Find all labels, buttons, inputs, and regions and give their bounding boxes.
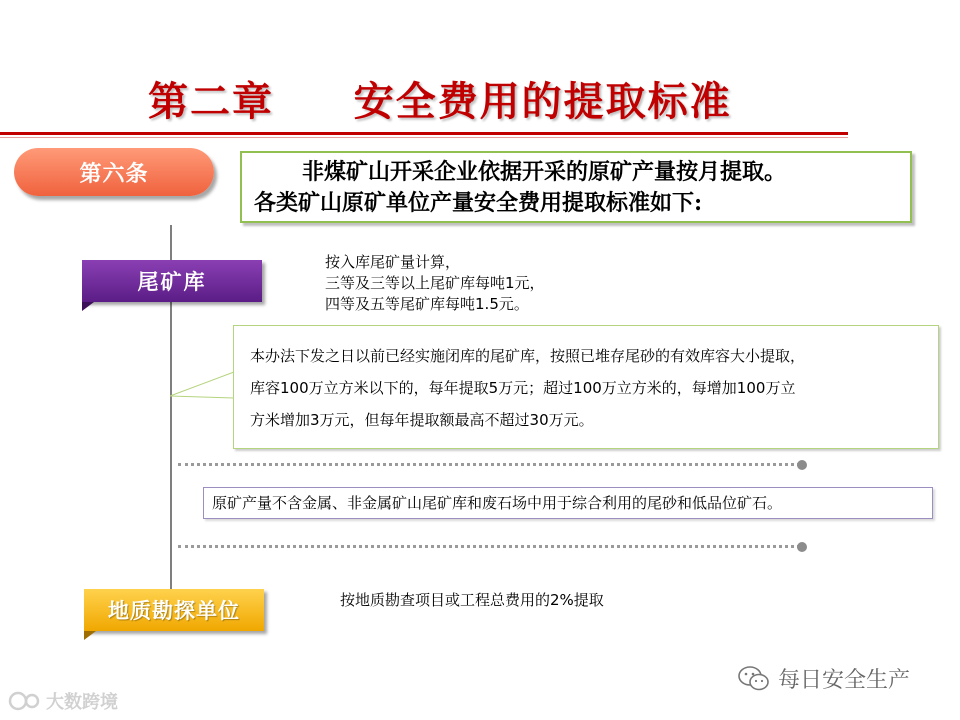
dotted-separator-top <box>178 463 800 466</box>
watermark-right-text: 每日安全生产 <box>778 668 911 693</box>
tailings-note-callout <box>233 325 939 449</box>
intro-line-2: 各类矿山原矿单位产量安全费用提取标准如下: <box>254 190 703 216</box>
watermark-right <box>738 663 910 694</box>
callout-pointer <box>168 370 236 400</box>
tailings-label <box>82 260 262 302</box>
dotted-separator-bottom <box>178 545 800 548</box>
tailings-desc-line: 三等及三等以上尾矿库每吨1元， <box>325 274 545 292</box>
geology-description: 按地质勘查项目或工程总费用的2%提取 <box>340 591 604 609</box>
title-divider-thin <box>0 137 848 138</box>
dotted-separator-top-end <box>797 460 807 470</box>
camera-logo-icon <box>8 690 42 712</box>
article-label <box>14 148 214 196</box>
dotted-separator-bottom-end <box>797 542 807 552</box>
page-title: 第二章 安全费用的提取标准 <box>148 78 732 125</box>
watermark-left <box>8 688 118 714</box>
tailings-description <box>325 252 545 315</box>
wechat-logo-icon <box>738 665 770 693</box>
watermark-left-text: 大数跨境 <box>46 692 118 713</box>
tailings-note-line: 库容100万立方米以下的，每年提取5万元；超过100万立方米的，每增加100万立 <box>250 379 796 397</box>
geology-label <box>84 589 264 631</box>
exclusion-note: 原矿产量不含金属、非金属矿山尾矿库和废石场中用于综合利用的尾砂和低品位矿石。 <box>203 487 933 519</box>
geology-label-text: 地质勘探单位 <box>108 598 240 623</box>
tailings-desc-line: 按入库尾矿量计算， <box>325 253 461 271</box>
article-label-text: 第六条 <box>79 160 149 187</box>
tailings-label-text: 尾矿库 <box>137 269 207 294</box>
intro-box <box>240 151 912 223</box>
tailings-desc-line: 四等及五等尾矿库每吨1.5元。 <box>325 295 529 313</box>
intro-line-1: 非煤矿山开采企业依据开采的原矿产量按月提取。 <box>302 159 787 185</box>
tailings-note-line: 方米增加3万元，但每年提取额最高不超过30万元。 <box>250 411 594 429</box>
title-divider <box>0 132 848 135</box>
tailings-note-line: 本办法下发之日以前已经实施闭库的尾矿库，按照已堆存尾砂的有效库容大小提取， <box>250 347 806 365</box>
